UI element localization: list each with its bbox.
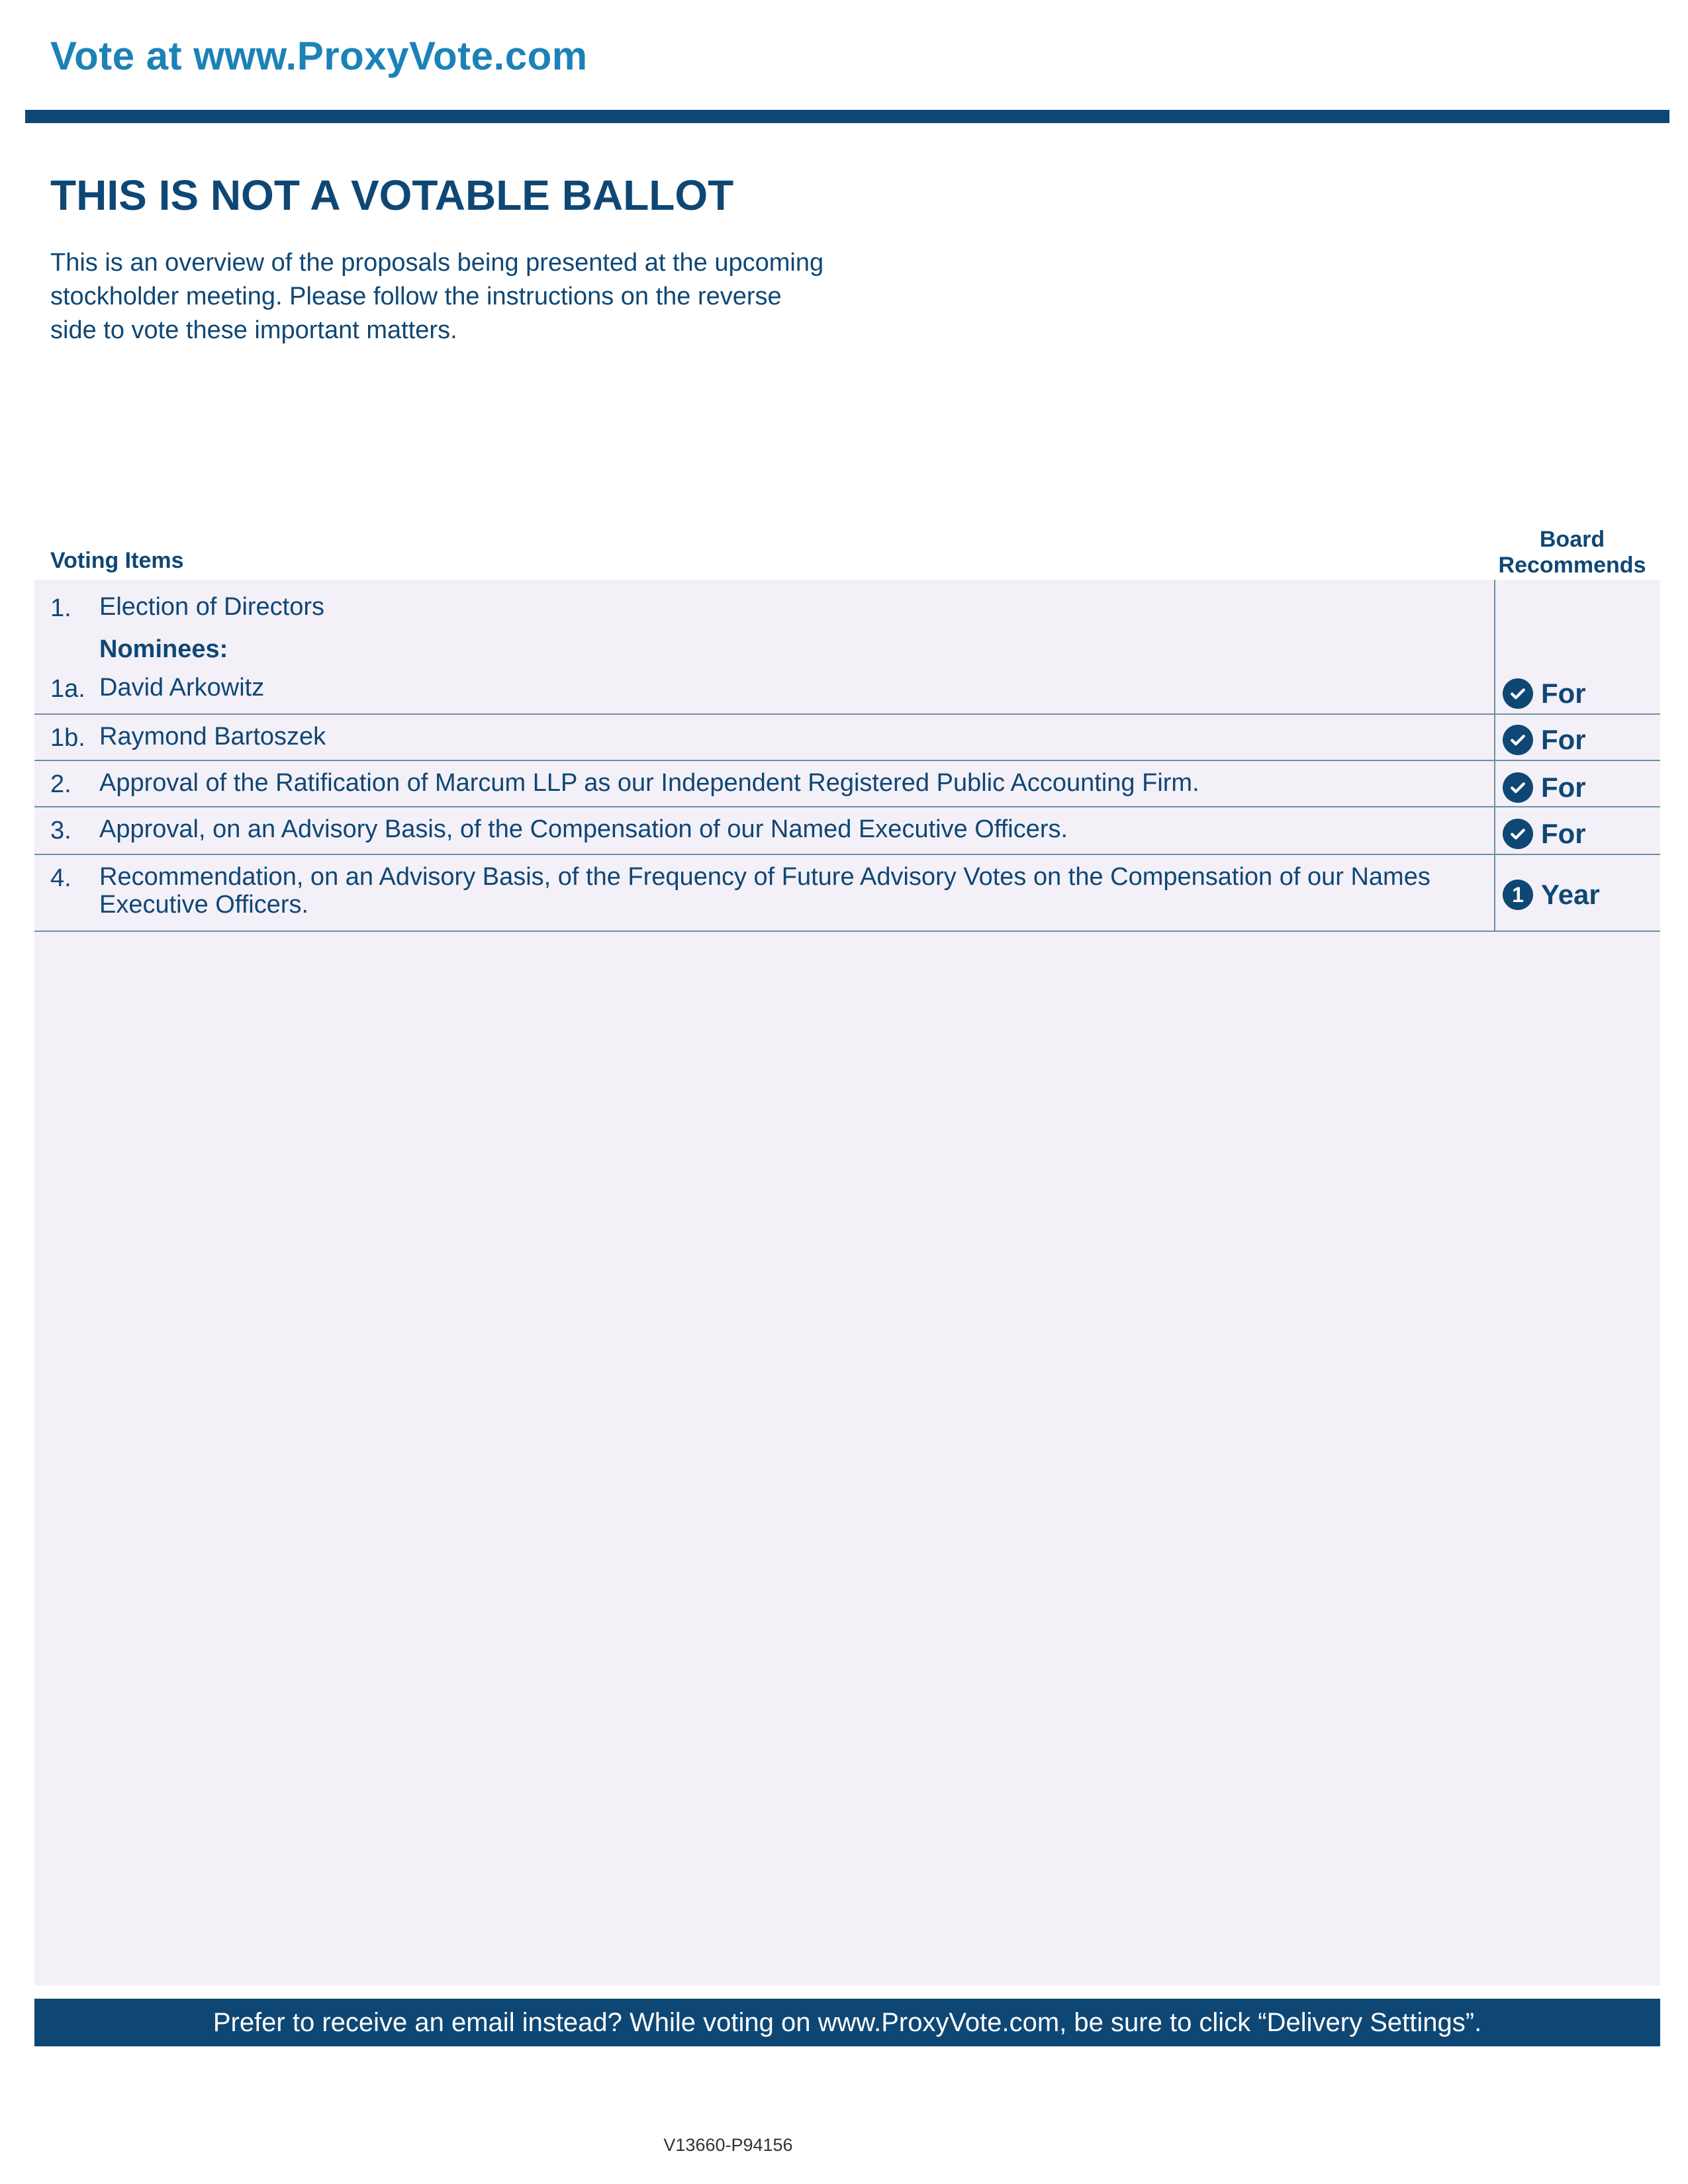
- recommendation-label: For: [1541, 678, 1586, 709]
- item-number: 3.: [50, 817, 71, 844]
- item-text: Approval, on an Advisory Basis, of the Compensation of our Named Executive Officers.: [99, 815, 1068, 843]
- check-circle-icon: [1503, 678, 1533, 709]
- recommendation: [1503, 724, 1586, 756]
- recommendation-label: For: [1541, 724, 1586, 755]
- item-text: David Arkowitz: [99, 674, 265, 702]
- row-divider: [34, 806, 1660, 807]
- number-one-circle-icon: 1: [1503, 880, 1533, 910]
- document-code: V13660-P94156: [663, 2135, 793, 2155]
- item-text: Recommendation, on an Advisory Basis, of the Frequency of Future Advisory Votes on the Compensation of our Names Executive Officers.: [99, 863, 1430, 919]
- voting-items-header: Voting Items: [50, 548, 184, 573]
- item-number: 4.: [50, 864, 71, 892]
- item-text: Election of Directors: [99, 593, 325, 621]
- recommendation: [1503, 818, 1586, 850]
- board-recommends-header: Board Recommends: [1498, 527, 1646, 578]
- nominees-label: Nominees:: [99, 635, 228, 663]
- item-text: Raymond Bartoszek: [99, 723, 326, 751]
- email-delivery-text: Prefer to receive an email instead? While voting on www.ProxyVote.com, be sure to click “Delivery Settings”.: [212, 2007, 1482, 2037]
- item-text: Approval of the Ratification of Marcum LLP as our Independent Registered Public Accounting Firm.: [99, 769, 1199, 797]
- check-circle-icon: [1503, 819, 1533, 849]
- item-number: 1.: [50, 594, 71, 622]
- recommendation-label: Year: [1541, 879, 1600, 910]
- intro-paragraph: This is an overview of the proposals being presented at the upcoming stockholder meeting. Please follow the instructions on the reverse side to vote these important matters.: [50, 249, 824, 344]
- row-divider: [34, 760, 1660, 761]
- recommendation-label: For: [1541, 818, 1586, 849]
- item-number: 1b.: [50, 724, 85, 752]
- header-title[interactable]: Vote at www.ProxyVote.com: [50, 34, 588, 78]
- row-divider: [34, 713, 1660, 715]
- row-divider: [34, 854, 1660, 855]
- recommendation: [1503, 879, 1600, 911]
- recommendation: [1503, 772, 1586, 803]
- item-number: 1a.: [50, 675, 85, 703]
- check-circle-icon: [1503, 772, 1533, 803]
- column-divider: [1494, 580, 1495, 932]
- item-number: 2.: [50, 770, 71, 798]
- check-circle-icon: [1503, 725, 1533, 755]
- header-rule: [25, 110, 1669, 123]
- row-divider: [34, 931, 1660, 932]
- email-delivery-banner: [34, 1999, 1660, 2046]
- recommendation-label: For: [1541, 772, 1586, 803]
- page-title: THIS IS NOT A VOTABLE BALLOT: [50, 171, 734, 219]
- recommendation: [1503, 678, 1586, 709]
